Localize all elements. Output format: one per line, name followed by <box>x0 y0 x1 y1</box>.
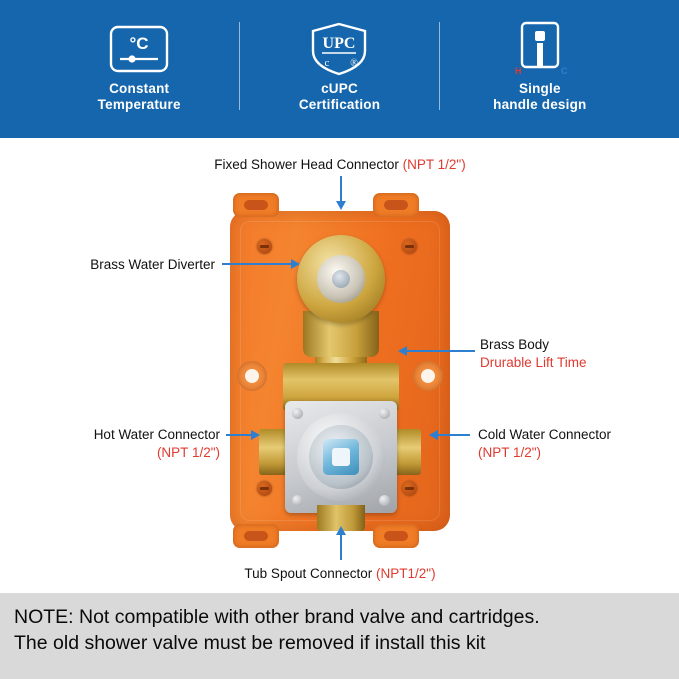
callout-brass-water-diverter <box>35 256 215 274</box>
leader-arrow-hot <box>251 430 260 440</box>
valve-cartridge <box>285 401 397 513</box>
leader-arrow-diverter <box>291 259 300 269</box>
feature-label <box>493 81 586 113</box>
callout-shower-head-connector <box>190 156 490 174</box>
callout-spec: (NPT 1/2") <box>478 444 542 460</box>
housing-screw <box>402 481 417 496</box>
single-handle-icon <box>503 20 577 78</box>
thermometer-celsius-icon <box>102 20 176 78</box>
cold-water-outlet <box>393 429 421 475</box>
shower-valve-illustration <box>205 193 475 548</box>
callout-spec: (NPT 1/2") <box>156 444 220 460</box>
callout-brass-body <box>480 336 670 371</box>
svg-text:C: C <box>560 66 568 76</box>
note-footer <box>0 593 679 679</box>
housing-screw <box>257 481 272 496</box>
housing-screw <box>257 239 272 254</box>
cartridge-screw <box>292 495 303 506</box>
mounting-tab-top-right <box>373 193 419 217</box>
callout-label: Brass Body <box>480 337 550 352</box>
callout-cold-water-connector <box>478 426 678 461</box>
housing-screw <box>402 239 417 254</box>
housing-boss-left <box>237 361 267 391</box>
feature-banner <box>0 0 679 138</box>
feature-label-line1: Constant <box>109 81 170 96</box>
cartridge-screw <box>379 495 390 506</box>
brass-water-diverter <box>297 235 385 323</box>
hot-water-outlet <box>259 429 287 475</box>
cupc-shield-icon <box>302 20 376 78</box>
feature-single-handle-design <box>440 14 639 124</box>
leader-arrow-body <box>398 346 407 356</box>
cartridge-core <box>323 439 359 475</box>
feature-label-line2: handle design <box>493 96 587 112</box>
leader-line-body <box>407 350 475 352</box>
callout-hot-water-connector <box>30 426 220 461</box>
svg-text:H: H <box>514 66 522 76</box>
feature-label <box>98 81 181 113</box>
svg-text:UPC: UPC <box>323 35 356 52</box>
feature-label <box>299 81 380 113</box>
housing-boss-right <box>413 361 443 391</box>
leader-line-bottom <box>340 534 342 560</box>
leader-line-diverter <box>222 263 292 265</box>
cartridge-screw <box>379 408 390 419</box>
leader-arrow-bottom <box>336 526 346 535</box>
feature-cupc-certification <box>240 14 439 124</box>
note-line-2: The old shower valve must be removed if install this kit <box>14 632 486 655</box>
feature-constant-temperature <box>40 14 239 124</box>
callout-label: Tub Spout Connector <box>244 566 373 581</box>
feature-label-line2: Certification <box>298 96 381 112</box>
callout-label: Cold Water Connector <box>478 427 612 442</box>
feature-label-line2: Temperature <box>97 96 181 112</box>
feature-label-line1: Single <box>518 81 561 96</box>
svg-text:c: c <box>325 57 330 69</box>
leader-arrow-top <box>336 201 346 210</box>
mounting-tab-bottom-right <box>373 524 419 548</box>
callout-tub-spout-connector <box>190 565 490 583</box>
cartridge-screw <box>292 408 303 419</box>
callout-spec: (NPT 1/2") <box>402 157 466 172</box>
leader-line-top <box>340 176 342 202</box>
svg-text:°C: °C <box>129 34 149 53</box>
mounting-tab-bottom-left <box>233 524 279 548</box>
callout-spec: Drurable Lift Time <box>480 354 587 370</box>
callout-spec: (NPT1/2") <box>376 566 436 581</box>
svg-text:®: ® <box>350 58 359 69</box>
feature-label-line1: cUPC <box>321 81 358 96</box>
leader-line-hot <box>226 434 252 436</box>
leader-arrow-cold <box>429 430 438 440</box>
callout-label: Brass Water Diverter <box>90 257 215 272</box>
product-diagram <box>0 138 679 593</box>
note-line-1: NOTE: Not compatible with other brand valve and cartridges. <box>14 606 540 628</box>
callout-label: Fixed Shower Head Connector <box>214 157 399 172</box>
feature-banner-inner <box>40 14 640 124</box>
callout-label: Hot Water Connector <box>93 427 220 442</box>
leader-line-cold <box>438 434 470 436</box>
mounting-tab-top-left <box>233 193 279 217</box>
